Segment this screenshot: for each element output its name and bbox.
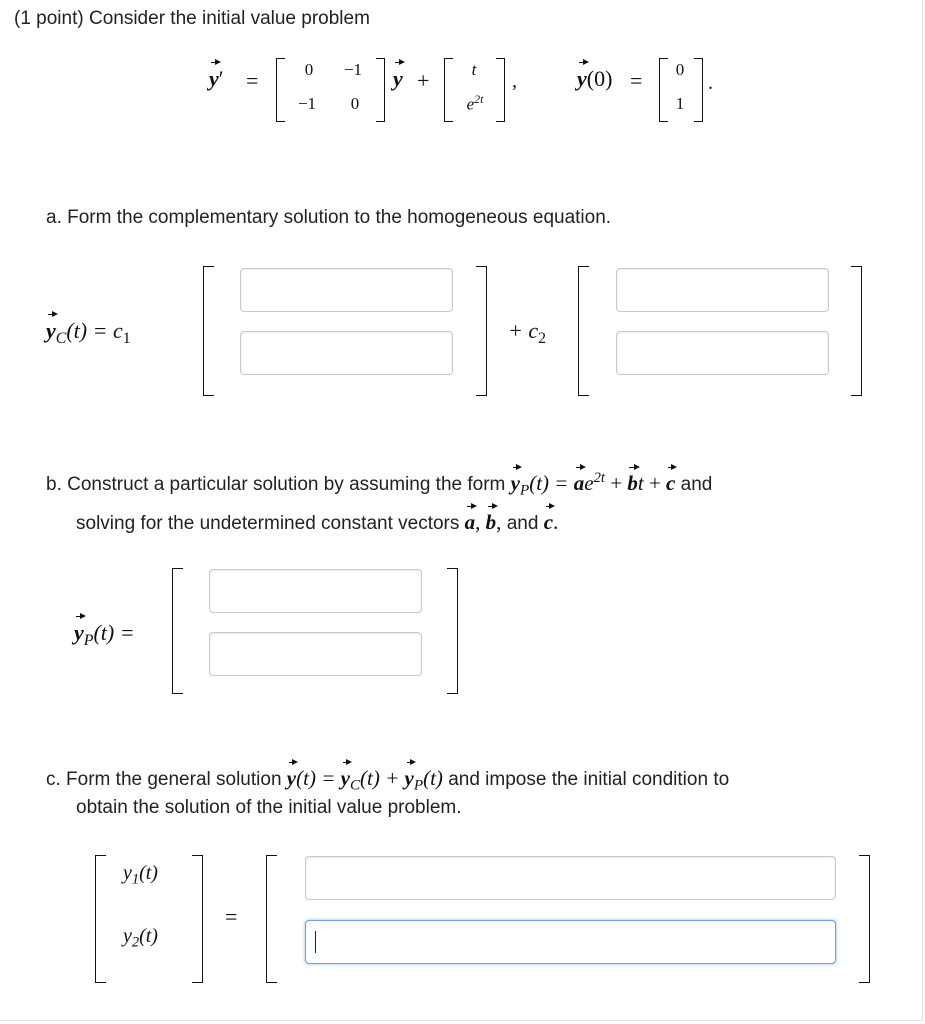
yp-left-bracket: [172, 568, 183, 694]
ysol-right-bracket: [192, 855, 203, 983]
forcing-bottom: $e^{2t}$: [466, 92, 484, 114]
yc-vec2-right-bracket: [851, 266, 862, 396]
ivp-period: .: [708, 72, 713, 94]
ivp-y-vector: y: [209, 66, 219, 91]
ivp-equals: =: [246, 68, 259, 93]
y0-equals: =: [630, 68, 643, 93]
matrix-a11: 0: [304, 60, 314, 79]
general-solution-formula: $y(t) = y_C(t) + y_P(t)$: [286, 766, 443, 794]
part-c-prompt-line2: obtain the solution of the initial value problem.: [76, 797, 462, 818]
solution-left-bracket: [266, 855, 277, 983]
forcing-top: t: [471, 60, 477, 79]
initial-bottom: 1: [675, 94, 685, 113]
yp-lhs: $y_P(t)$ =: [74, 620, 135, 649]
initial-left-bracket: [659, 58, 668, 122]
matrix-a12: −1: [343, 60, 363, 79]
initial-right-bracket: [694, 58, 703, 122]
yp-top-input[interactable]: [209, 569, 422, 613]
ivp-lhs: [209, 66, 224, 92]
y2-label: $y_2(t)$: [123, 925, 158, 951]
part-b-prompt-line1: b. Construct a particular solution by assuming the form $y_P(t) = ae^{2t}$ + bt + c and: [46, 470, 713, 499]
y0-label: y(0): [577, 66, 613, 91]
ivp-y-rhs: y: [393, 66, 403, 91]
yp-right-bracket: [447, 568, 458, 694]
ivp-plus: +: [417, 68, 430, 93]
matrix-a22: 0: [350, 94, 360, 113]
part-a-prompt: a. Form the complementary solution to the homogeneous equation.: [46, 207, 612, 228]
yc-vec1-right-bracket: [476, 266, 487, 396]
part-c-prompt-line1: c. Form the general solution $y(t) = y_C(t) + y_P(t)$ and impose the initial condition to: [46, 766, 730, 794]
y1-label: $y_1(t)$: [123, 862, 158, 888]
c2-term: + $c_2$: [508, 318, 547, 347]
yc-vec2-left-bracket: [578, 266, 589, 396]
yc-vec1-top-input[interactable]: [240, 268, 453, 312]
part-b-prompt-line2: solving for the undetermined constant vectors a, b, and c.: [76, 510, 559, 534]
forcing-right-bracket: [496, 58, 505, 122]
assumed-form: $y_P(t) = ae^{2t}$ + bt + c: [510, 470, 676, 499]
y2-solution-input[interactable]: [305, 920, 836, 964]
text-cursor: [315, 931, 316, 953]
matrix-right-bracket: [376, 58, 385, 122]
yc-vec2-top-input[interactable]: [616, 268, 829, 312]
yc-vec2-bottom-input[interactable]: [616, 331, 829, 375]
initial-top: 0: [675, 60, 685, 79]
problem-intro: (1 point) Consider the initial value problem: [14, 8, 370, 29]
matrix-left-bracket: [276, 58, 285, 122]
solution-right-bracket: [859, 855, 870, 983]
yc-lhs: $y_C(t) = c_1$: [46, 318, 131, 347]
solution-equals: =: [225, 904, 238, 929]
ivp-prime: ′: [218, 66, 224, 91]
yc-vec1-left-bracket: [203, 266, 214, 396]
forcing-left-bracket: [444, 58, 453, 122]
yp-bottom-input[interactable]: [209, 632, 422, 676]
matrix-a21: −1: [297, 94, 317, 113]
ysol-left-bracket: [95, 855, 106, 983]
ivp-comma: ,: [512, 70, 517, 92]
y1-solution-input[interactable]: [305, 856, 836, 900]
c1-symbol: c: [112, 318, 123, 343]
yc-vec1-bottom-input[interactable]: [240, 331, 453, 375]
